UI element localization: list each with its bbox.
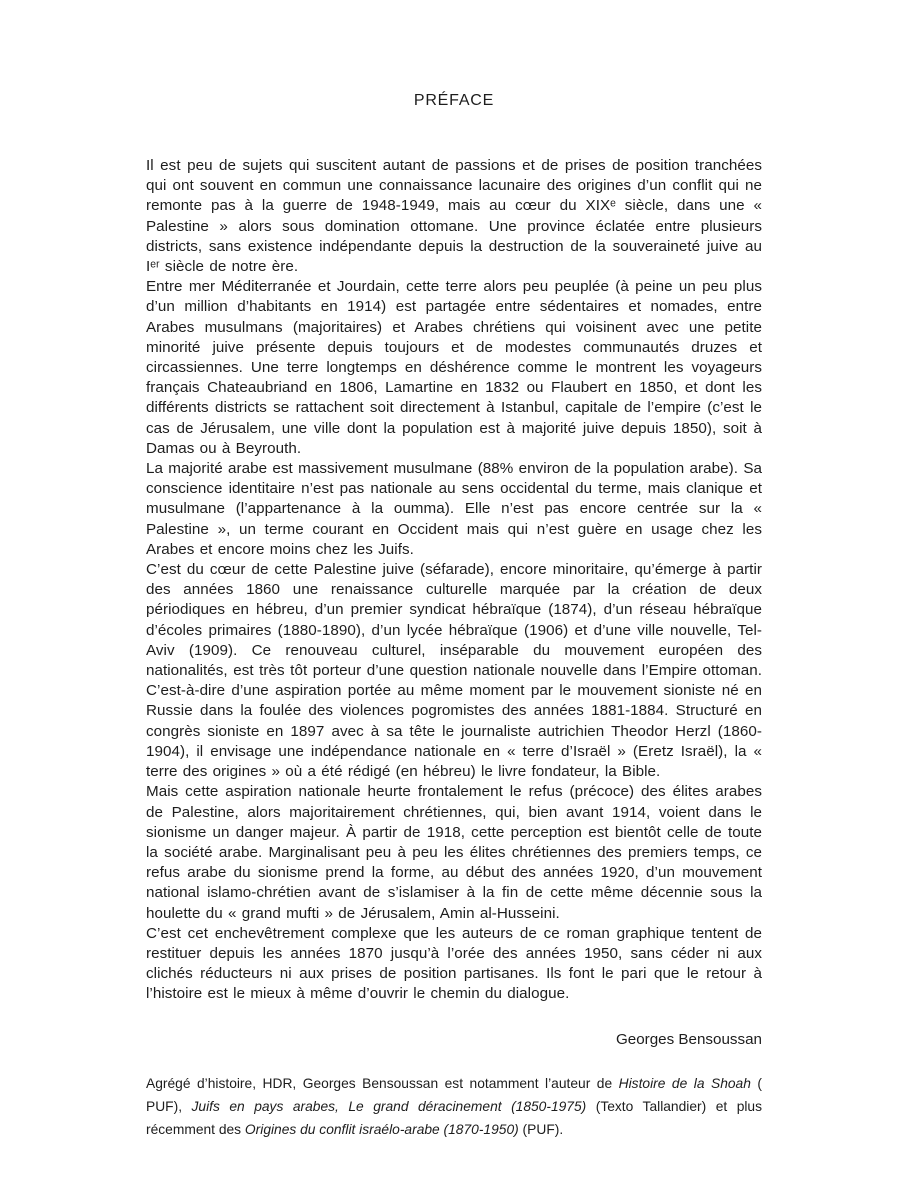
- preface-paragraph-1: Il est peu de sujets qui suscitent autant de passions et de prises de position tranchées qui ont souvent en commun une connaissance lacunaire des origines d’un conflit qui ne remonte pas à la guerre de 1948-1949, mais au cœur du XIXᵉ siècle, dans une « Palestine » alors sous domination ottomane. Une province éclatée entre plusieurs districts, sans existence indépendante depuis la destruction de la souveraineté juive au Iᵉʳ siècle de notre ère.: [146, 157, 762, 276]
- preface-paragraph-4: C’est du cœur de cette Palestine juive (séfarade), encore minoritaire, qu’émerge à partir des années 1860 une renaissance culturelle marquée par la création de deux périodiques en hébreu, d’un premier syndicat hébraïque (1874), d’un réseau hébraïque d’écoles primaires (1880-1890), d’un lycée hébraïque (1906) et d’une ville nouvelle, Tel-Aviv (1909). Ce renouveau culturel, inséparable du mouvement européen des nationalités, est très tôt porteur d’une question nationale nouvelle dans l’Empire ottoman. C’est-à-dire d’une aspiration portée au même moment par le mouvement sioniste né en Russie dans la foulée des violences pogromistes des années 1881-1884. Structuré en congrès sioniste en 1897 avec à sa tête le journaliste autrichien Theodor Herzl (1860-1904), il envisage une indépendance nationale en « terre d’Israël » (Eretz Israël), la « terre des origines » où a été rédigé (en hébreu) le livre fondateur, la Bible.: [146, 561, 762, 781]
- page-title: PRÉFACE: [413, 92, 495, 109]
- preface-paragraph-5: Mais cette aspiration nationale heurte frontalement le refus (précoce) des élites arabes de Palestine, alors majoritairement chrétiennes, qui, bien avant 1914, voient dans le sionisme un danger majeur. À partir de 1918, cette perception est bientôt celle de toute la société arabe. Marginalisant peu à peu les élites chrétiennes des premiers temps, ce refus arabe du sionisme prend la forme, au début des années 1920, d’un mouvement national islamo-chrétien avant de s’islamiser à la fin de cette même décennie sous la houlette du « grand mufti » de Jérusalem, Amin al-Husseini.: [146, 783, 762, 922]
- preface-paragraph-2: Entre mer Méditerranée et Jourdain, cette terre alors peu peuplée (à peine un peu plus d’un million d’habitants en 1914) est partagée entre sédentaires et nomades, entre Arabes musulmans (majoritaires) et Arabes chrétiens qui voisinent avec une petite minorité juive présente depuis toujours et de modestes communautés druzes et circassiennes. Une terre longtemps en déshérence comme le montrent les voyageurs français Chateaubriand en 1806, Lamartine en 1832 ou Flaubert en 1850, et dont les différents districts se rattachent soit directement à Istanbul, capitale de l’empire (c’est le cas de Jérusalem, une ville dont la population est à majorité juive depuis 1850), soit à Damas ou à Beyrouth.: [146, 278, 762, 457]
- author-bio-note: Agrégé d’histoire, HDR, Georges Bensoussan est notamment l’auteur de Histoire de la Shoah ( PUF), Juifs en pays arabes, Le grand déracinement (1850-1975) (Texto Tallandier) et plus récemment des Origines du conflit israélo-arabe (1870-1950) (PUF).: [146, 1075, 763, 1138]
- preface-body: [146, 156, 762, 1005]
- preface-paragraph-6: C’est cet enchevêtrement complexe que les auteurs de ce roman graphique tentent de restituer depuis les années 1870 jusqu’à l’orée des années 1950, sans céder ni aux clichés réducteurs ni aux prises de position partisanes. Ils font le pari que le retour à l’histoire est le mieux à même d’ouvrir le chemin du dialogue.: [146, 924, 762, 1003]
- preface-paragraph-3: La majorité arabe est massivement musulmane (88% environ de la population arabe). Sa conscience identitaire n’est pas nationale au sens occidental du terme, mais clanique et musulmane (l’appartenance à la oumma). Elle n’est pas encore centrée sur la « Palestine », un terme courant en Occident mais qui n’est guère en usage chez les Arabes et encore moins chez les Juifs.: [146, 460, 762, 558]
- author-signature: Georges Bensoussan: [615, 1030, 762, 1048]
